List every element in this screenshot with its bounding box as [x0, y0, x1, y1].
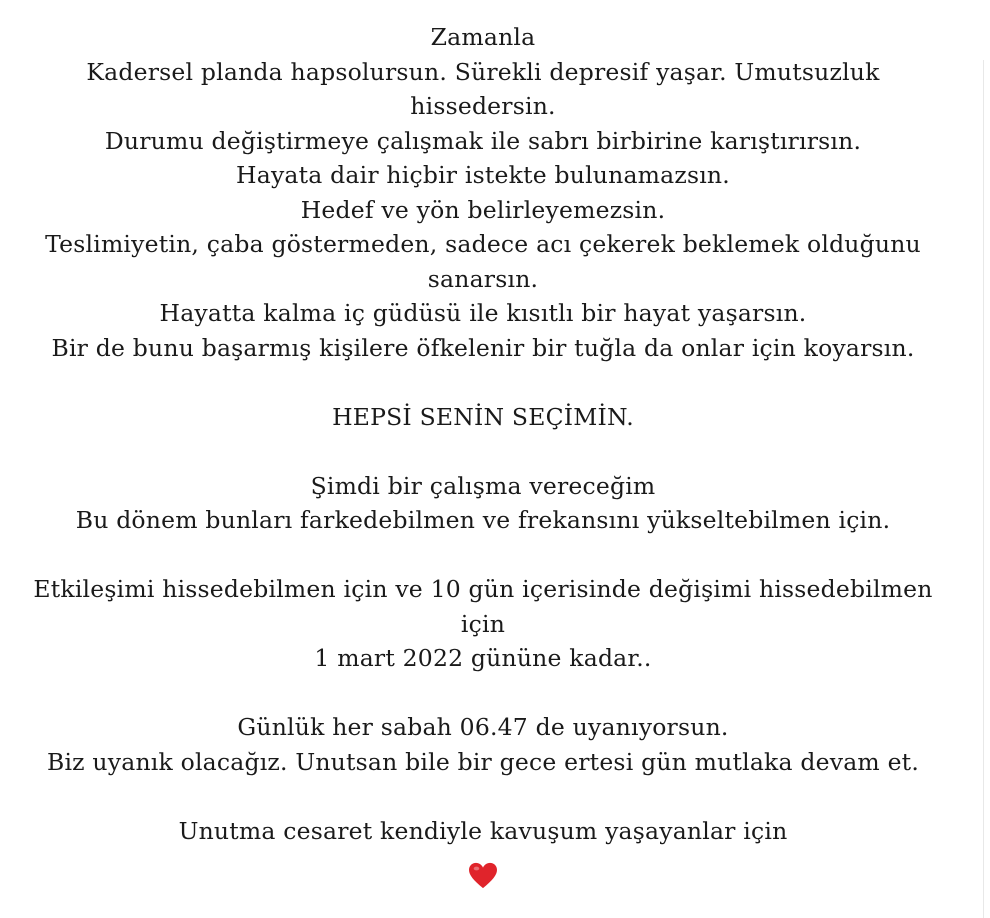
page-edge-divider — [983, 60, 984, 918]
poem-line: Bu dönem bunları farkedebilmen ve frekansını yükseltebilmen için. — [75, 506, 891, 534]
poem-line: Durumu değiştirmeye çalışmak ile sabrı birbirine karıştırırsın. — [104, 126, 862, 155]
poem-line: Kadersel planda hapsolursun. Sürekli depresif yaşar. Umutsuzluk hissedersin. — [86, 57, 880, 120]
poem-line: Hayatta kalma iç güdüsü ile kısıtlı bir hayat yaşarsın. — [159, 299, 807, 327]
poem-line: Günlük her sabah 06.47 de uyanıyorsun. — [237, 713, 729, 741]
spacer — [0, 434, 966, 469]
poem-line: Biz uyanık olacağız. Unutsan bile bir gece ertesi gün mutlaka devam et. — [47, 747, 919, 776]
poem-text — [0, 20, 966, 890]
poem-line: 1 mart 2022 gününe kadar.. — [314, 644, 652, 672]
spacer — [0, 538, 966, 573]
spacer — [0, 365, 966, 400]
heart-icon — [468, 862, 498, 890]
spacer — [0, 779, 966, 814]
poem-line: Hayata dair hiçbir istekte bulunamazsın. — [236, 161, 730, 189]
poem-line: Etkileşimi hissedebilmen için ve 10 gün içerisinde değişimi hissedebilmen için — [33, 575, 933, 638]
emphasis-line: HEPSİ SENİN SEÇİMİN. — [332, 402, 634, 431]
poem-line: Bir de bunu başarmış kişilere öfkelenir bir tuğla da onlar için koyarsın. — [51, 333, 915, 362]
spacer — [0, 676, 966, 711]
poem-line: Şimdi bir çalışma vereceğim — [310, 471, 656, 500]
poem-title: Zamanla — [430, 23, 536, 51]
poem-line: Teslimiyetin, çaba göstermeden, sadece acı çekerek beklemek olduğunu sanarsın. — [45, 230, 921, 293]
poem-line: Hedef ve yön belirleyemezsin. — [300, 195, 666, 224]
closing-line: Unutma cesaret kendiyle kavuşum yaşayanlar için — [178, 816, 788, 845]
